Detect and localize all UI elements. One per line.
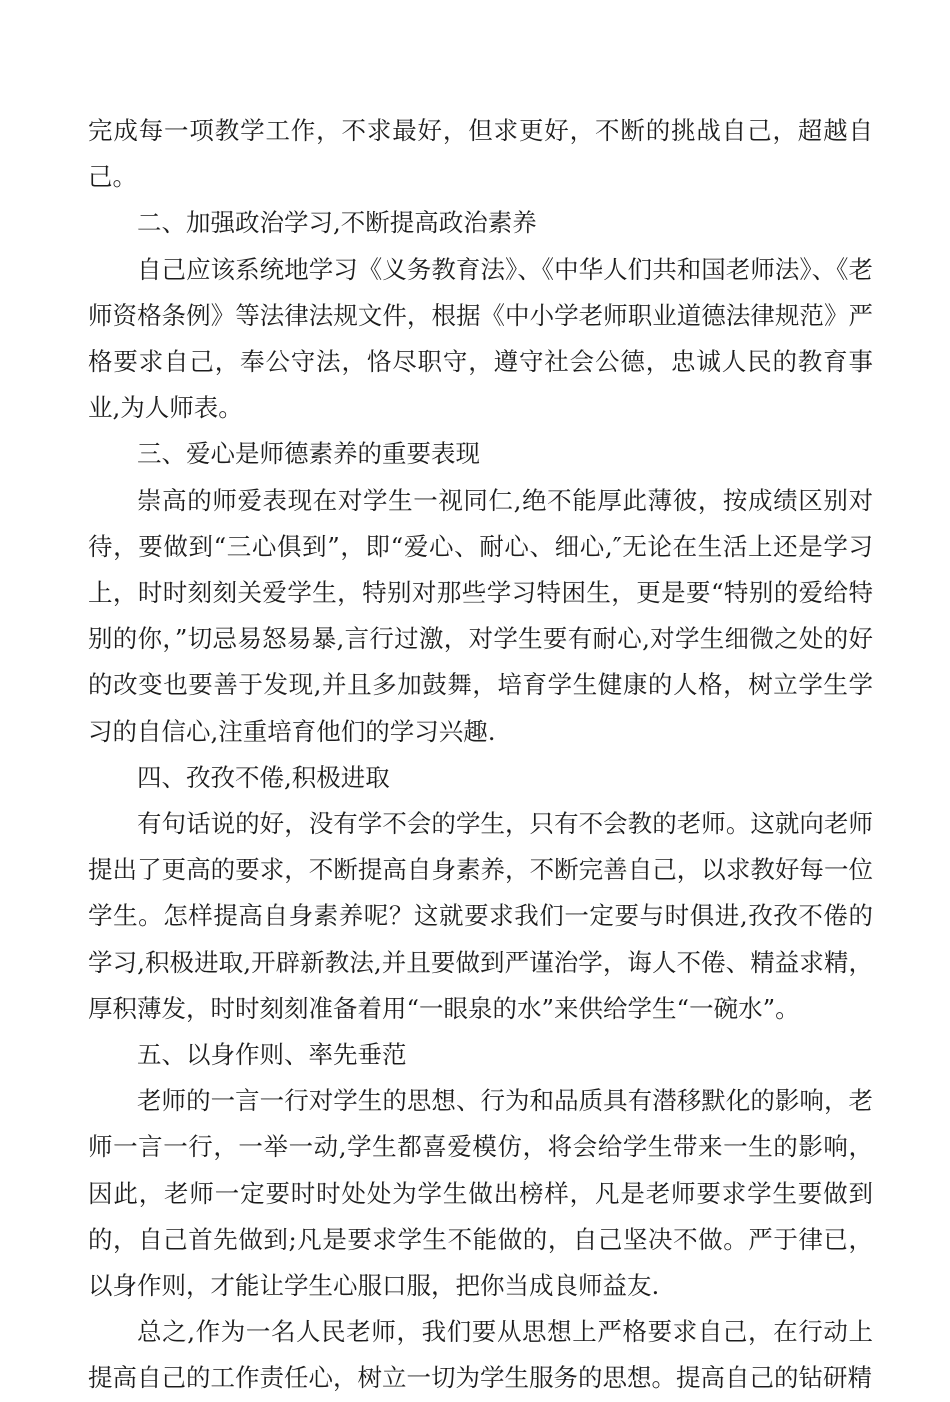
paragraph-politics: 自己应该系统地学习《义务教育法》、《中华人们共和国老师法》、《老师资格条例》等法律法规文件，根据《中小学老师职业道德法律规范》严格要求自己，奉公守法，恪尽职守，遵守社会公德，忠诚人民的教育事业,为人师表。 <box>88 254 873 423</box>
section-heading-2: 二、加强政治学习,不断提高政治素养 <box>137 208 537 238</box>
paragraph-diligence: 有句话说的好，没有学不会的学生，只有不会教的老师。这就向老师提出了更高的要求，不断提高自身素养，不断完善自己，以求教好每一位学生。怎样提高自身素养呢？这就要求我们一定要与时俱进,孜孜不倦的学习,积极进取,开辟新教法,并且要做到严谨治学，诲人不倦、精益求精，厚积薄发，时时刻刻准备着用“一眼泉的水”来供给学生“一碗水”。 <box>88 809 873 1023</box>
section-heading-3: 三、爱心是师德素养的重要表现 <box>137 439 480 469</box>
paragraph-love: 崇高的师爱表现在对学生一视同仁,绝不能厚此薄彼，按成绩区别对待，要做到“三心俱到”，即“爱心、耐心、细心,″无论在生活上还是学习上，时时刻刻关爱学生，特别对那些学习特困生，更是要“特别的爱给特别的你，”切忌易怒易暴,言行过激，对学生要有耐心,对学生细微之处的好的改变也要善于发现,并且多加鼓舞，培育学生健康的人格，树立学生学习的自信心,注重培育他们的学习兴趣. <box>88 485 873 746</box>
paragraph-continuation: 完成每一项教学工作，不求最好，但求更好，不断的挑战自己，超越自己。 <box>88 116 873 192</box>
document-body <box>88 108 873 1402</box>
section-heading-4: 四、孜孜不倦,积极进取 <box>137 762 390 792</box>
paragraph-example: 老师的一言一行对学生的思想、行为和品质具有潜移默化的影响，老师一言一行，一举一动,学生都喜爱模仿，将会给学生带来一生的影响，因此，老师一定要时时处处为学生做出榜样，凡是老师要求学生要做到的，自己首先做到;凡是要求学生不能做的，自己坚决不做。严于律已，以身作则，才能让学生心服口服，把你当成良师益友. <box>88 1086 873 1301</box>
paragraph-conclusion: 总之,作为一名人民老师，我们要从思想上严格要求自己，在行动上提高自己的工作责任心，树立一切为学生服务的思想。提高自己的钻研精 <box>88 1317 873 1393</box>
section-heading-5: 五、以身作则、率先垂范 <box>137 1040 407 1070</box>
